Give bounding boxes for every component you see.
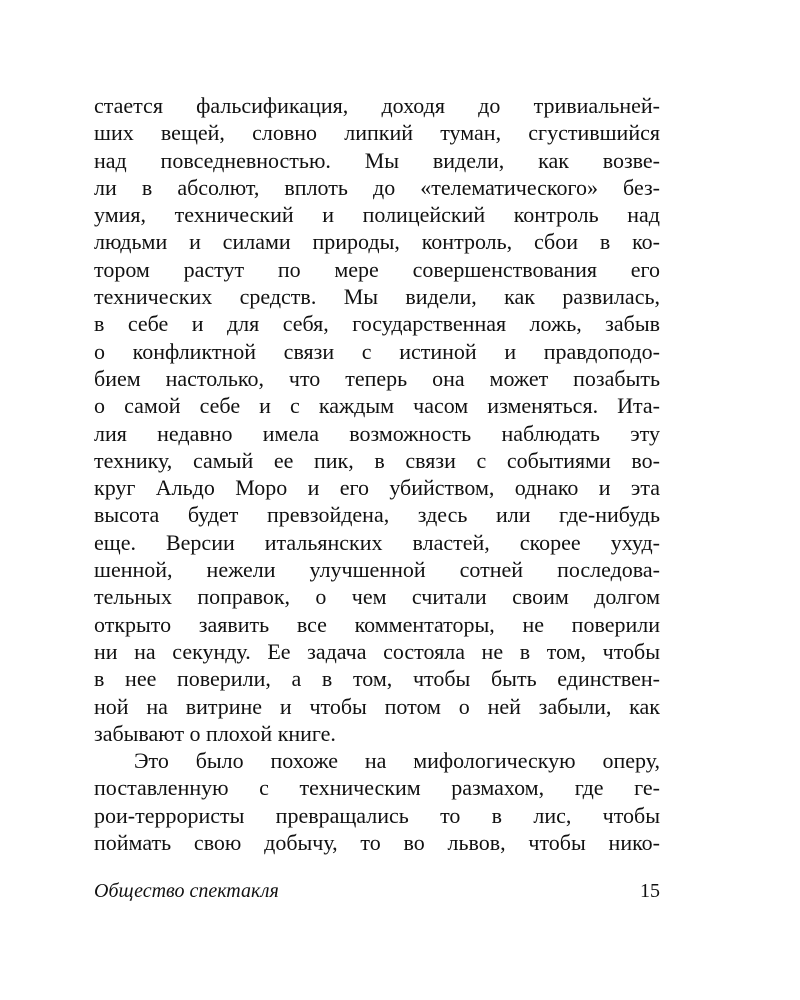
text-line: шенной, нежели улучшенной сотней последова- <box>94 557 660 583</box>
text-line: рои-террористы превращались то в лис, чтобы <box>94 802 660 828</box>
paragraph-2 <box>94 747 660 856</box>
text-line: тельных поправок, о чем считали своим долгом <box>94 584 660 610</box>
text-line: еще. Версии итальянских властей, скорее ухуд- <box>94 529 660 555</box>
text-line: ной на витрине и чтобы потом о ней забыли, как <box>94 693 660 719</box>
text-line: о самой себе и с каждым часом изменяться. Ита- <box>94 393 660 419</box>
text-line: высота будет превзойдена, здесь или где-нибудь <box>94 502 660 528</box>
text-line: умия, технический и полицейский контроль над <box>94 202 660 228</box>
page-footer <box>94 880 660 910</box>
text-line: над повседневностью. Мы видели, как возве- <box>94 147 660 173</box>
text-line: о конфликтной связи с истиной и правдоподо- <box>94 338 660 364</box>
text-line: ни на секунду. Ее задача состояла не в том, чтобы <box>94 638 660 664</box>
text-line: открыто заявить все комментаторы, не поверили <box>94 611 660 637</box>
text-line: бием настолько, что теперь она может позабыть <box>94 365 660 391</box>
text-line: лия недавно имела возможность наблюдать эту <box>94 420 660 446</box>
text-line: в себе и для себя, государственная ложь, забыв <box>94 311 660 337</box>
running-title: Общество спектакля <box>94 880 279 902</box>
text-line: круг Альдо Моро и его убийством, однако и эта <box>94 475 660 501</box>
text-line: Это было похоже на мифологическую оперу, <box>134 748 660 774</box>
text-line: людьми и силами природы, контроль, сбои в ко- <box>94 229 660 255</box>
text-line: стается фальсификация, доходя до тривиальней- <box>94 93 660 118</box>
body-text <box>94 92 660 856</box>
text-line: поймать свою добычу, то во львов, чтобы нико- <box>94 830 660 856</box>
text-line: тором растут по мере совершенствования его <box>94 256 660 282</box>
text-line: технических средств. Мы видели, как развилась, <box>94 284 660 310</box>
text-line: забывают о плохой книге. <box>94 720 336 746</box>
text-line: ли в абсолют, вплоть до «телематического» без- <box>94 174 660 200</box>
text-line: технику, самый ее пик, в связи с событиями во- <box>94 447 660 473</box>
paragraph-1 <box>94 92 660 747</box>
text-line: ших вещей, словно липкий туман, сгустившийся <box>94 120 660 146</box>
text-line: в нее поверили, а в том, чтобы быть единствен- <box>94 666 660 692</box>
text-line: поставленную с техническим размахом, где ге- <box>94 775 660 801</box>
page-number: 15 <box>640 880 660 902</box>
